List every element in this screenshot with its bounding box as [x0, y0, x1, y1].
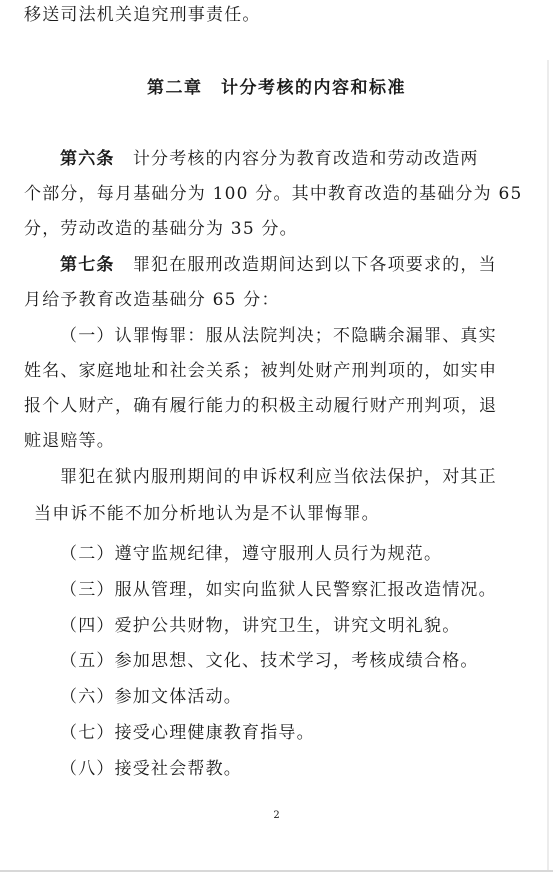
article-7-label: 第七条	[60, 255, 115, 275]
item-1-line-4: 赃退赔等。	[24, 431, 115, 451]
article-6-line-3: 分，劳动改造的基础分为 35 分。	[24, 219, 298, 239]
page-number: 2	[273, 810, 280, 821]
article-6-label: 第六条	[60, 149, 115, 169]
appeal-line-2: 当申诉不能不加分析地认为是不认罪悔罪。	[34, 504, 380, 524]
top-line: 移送司法机关追究刑事责任。	[24, 5, 261, 25]
list-item-2: （二）遵守监规纪律，遵守服刑人员行为规范。	[60, 544, 443, 564]
list-item-3: （三）服从管理，如实向监狱人民警察汇报改造情况。	[60, 580, 497, 600]
list-item-4: （四）爱护公共财物，讲究卫生，讲究文明礼貌。	[60, 616, 461, 636]
chapter-title: 第二章 计分考核的内容和标准	[147, 78, 406, 98]
article-7-text: 罪犯在服刑改造期间达到以下各项要求的，当	[132, 255, 497, 275]
article-7-line-2: 月给予教育改造基础分 65 分：	[24, 290, 280, 310]
article-7-first-line	[60, 254, 497, 276]
item-1-line-2: 姓名、家庭地址和社会关系；被判处财产刑判项的，如实申	[24, 361, 498, 381]
article-6-first-line	[60, 148, 479, 170]
list-item-8: （八）接受社会帮教。	[60, 759, 242, 779]
list-item-6: （六）参加文体活动。	[60, 687, 242, 707]
article-6-text: 计分考核的内容分为教育改造和劳动改造两	[132, 149, 479, 169]
item-1-line-1: （一）认罪悔罪：服从法院判决；不隐瞒余漏罪、真实	[60, 326, 497, 346]
item-1-line-3: 报个人财产，确有履行能力的积极主动履行财产刑判项，退	[24, 396, 498, 416]
article-6-line-2: 个部分，每月基础分为 100 分。其中教育改造的基础分为 65	[24, 184, 523, 204]
appeal-line-1: 罪犯在狱内服刑期间的申诉权利应当依法保护，对其正	[60, 467, 497, 487]
list-item-7: （七）接受心理健康教育指导。	[60, 723, 315, 743]
list-item-5: （五）参加思想、文化、技术学习，考核成绩合格。	[60, 651, 479, 671]
